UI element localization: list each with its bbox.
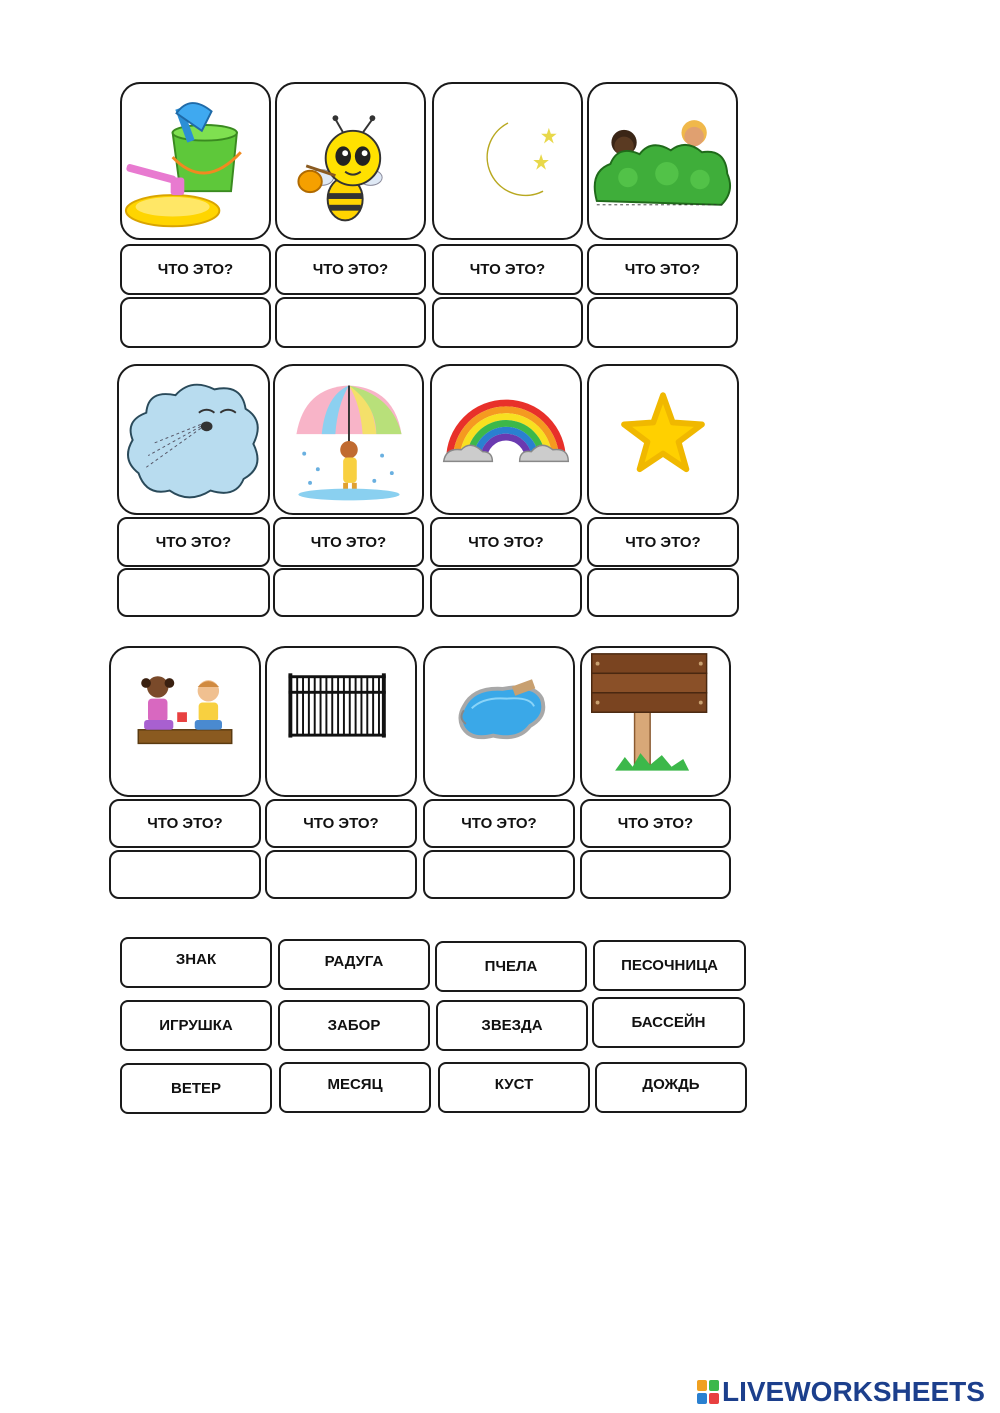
answer-input[interactable] bbox=[434, 299, 585, 348]
picture-card-bee bbox=[275, 82, 426, 240]
picture-card-sandbox bbox=[109, 646, 261, 797]
word-chip-basseyn[interactable]: БАССЕЙН bbox=[592, 997, 745, 1048]
word-chip-veter[interactable]: ВЕТЕР bbox=[120, 1063, 272, 1114]
rainbow-icon bbox=[432, 366, 580, 513]
answer-drop-zone[interactable] bbox=[120, 297, 271, 348]
answer-input[interactable] bbox=[275, 570, 426, 617]
fence-icon bbox=[267, 648, 415, 795]
word-chip-znak[interactable]: ЗНАК bbox=[120, 937, 272, 988]
question-label: ЧТО ЭТО? bbox=[265, 799, 417, 848]
answer-input[interactable] bbox=[425, 852, 577, 899]
answer-input[interactable] bbox=[267, 852, 419, 899]
answer-input[interactable] bbox=[582, 852, 733, 899]
question-label: ЧТО ЭТО? bbox=[117, 517, 270, 567]
answer-input[interactable] bbox=[122, 299, 273, 348]
answer-drop-zone[interactable] bbox=[432, 297, 583, 348]
answer-drop-zone[interactable] bbox=[587, 568, 739, 617]
word-chip-zabor[interactable]: ЗАБОР bbox=[278, 1000, 430, 1051]
picture-card-moon bbox=[432, 82, 583, 240]
word-chip-pesochnitsa[interactable]: ПЕСОЧНИЦА bbox=[593, 940, 746, 991]
answer-drop-zone[interactable] bbox=[117, 568, 270, 617]
question-label: ЧТО ЭТО? bbox=[580, 799, 731, 848]
word-chip-zvezda[interactable]: ЗВЕЗДА bbox=[436, 1000, 588, 1051]
question-label: ЧТО ЭТО? bbox=[430, 517, 582, 567]
liveworksheets-logo bbox=[697, 1376, 985, 1408]
picture-card-sand-toys bbox=[120, 82, 271, 240]
question-label: ЧТО ЭТО? bbox=[423, 799, 575, 848]
picture-card-pool bbox=[423, 646, 575, 797]
answer-drop-zone[interactable] bbox=[275, 297, 426, 348]
answer-input[interactable] bbox=[111, 852, 263, 899]
word-chip-raduga[interactable]: РАДУГА bbox=[278, 939, 430, 990]
picture-card-star bbox=[587, 364, 739, 515]
word-chip-mesyats[interactable]: МЕСЯЦ bbox=[279, 1062, 431, 1113]
question-label: ЧТО ЭТО? bbox=[275, 244, 426, 295]
rain-umbrella-icon bbox=[275, 366, 422, 513]
question-label: ЧТО ЭТО? bbox=[120, 244, 271, 295]
word-chip-igrushka[interactable]: ИГРУШКА bbox=[120, 1000, 272, 1051]
logo-text: LIVEWORKSHEETS bbox=[722, 1376, 985, 1407]
bush-icon bbox=[589, 84, 736, 238]
answer-drop-zone[interactable] bbox=[265, 850, 417, 899]
picture-card-sign bbox=[580, 646, 731, 797]
answer-drop-zone[interactable] bbox=[423, 850, 575, 899]
answer-drop-zone[interactable] bbox=[587, 297, 738, 348]
answer-drop-zone[interactable] bbox=[430, 568, 582, 617]
question-label: ЧТО ЭТО? bbox=[109, 799, 261, 848]
sign-icon bbox=[582, 648, 729, 795]
sand-toys-icon bbox=[122, 84, 269, 238]
picture-card-fence bbox=[265, 646, 417, 797]
answer-input[interactable] bbox=[119, 570, 272, 617]
answer-input[interactable] bbox=[277, 299, 428, 348]
picture-card-bush bbox=[587, 82, 738, 240]
answer-input[interactable] bbox=[432, 570, 584, 617]
bee-icon bbox=[277, 84, 424, 238]
picture-card-rain bbox=[273, 364, 424, 515]
word-chip-dozhd[interactable]: ДОЖДЬ bbox=[595, 1062, 747, 1113]
question-label: ЧТО ЭТО? bbox=[587, 517, 739, 567]
moon-icon bbox=[434, 84, 581, 238]
answer-drop-zone[interactable] bbox=[273, 568, 424, 617]
picture-card-rainbow bbox=[430, 364, 582, 515]
question-label: ЧТО ЭТО? bbox=[432, 244, 583, 295]
question-label: ЧТО ЭТО? bbox=[273, 517, 424, 567]
star-icon bbox=[589, 366, 737, 513]
picture-card-wind bbox=[117, 364, 270, 515]
answer-input[interactable] bbox=[589, 299, 740, 348]
pool-icon bbox=[425, 648, 573, 795]
sandbox-icon bbox=[111, 648, 259, 795]
wind-cloud-icon bbox=[119, 366, 268, 513]
word-chip-pchela[interactable]: ПЧЕЛА bbox=[435, 941, 587, 992]
answer-drop-zone[interactable] bbox=[580, 850, 731, 899]
logo-mark-icon bbox=[697, 1380, 719, 1404]
question-label: ЧТО ЭТО? bbox=[587, 244, 738, 295]
answer-input[interactable] bbox=[589, 570, 741, 617]
answer-drop-zone[interactable] bbox=[109, 850, 261, 899]
word-chip-kust[interactable]: КУСТ bbox=[438, 1062, 590, 1113]
